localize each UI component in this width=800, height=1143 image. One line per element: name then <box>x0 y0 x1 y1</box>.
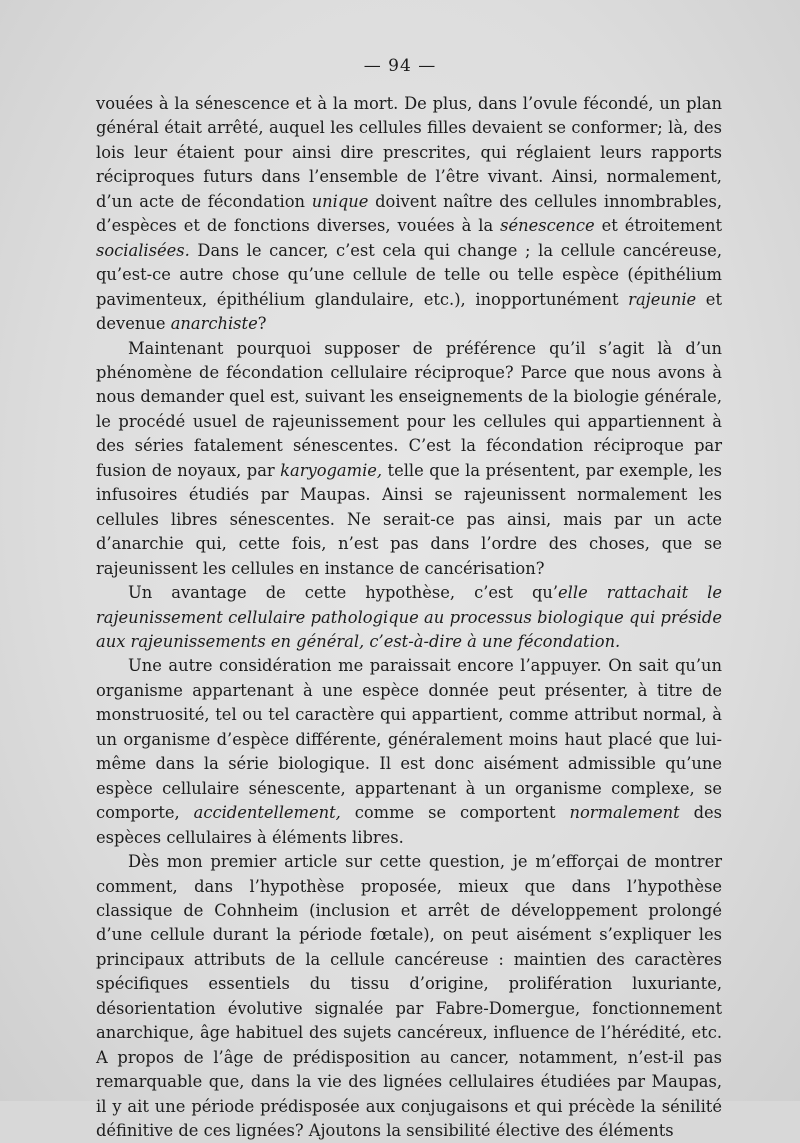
italic-run: elle rattachait le rajeunissement cellulaire pathologique au processus biologique qui préside aux rajeunissements en général, c’est-à-dire à une fécondation. <box>96 583 722 651</box>
text-run: Un avantage de cette hypothèse, c’est qu’ <box>128 583 559 603</box>
paragraph <box>96 654 722 850</box>
italic-run: unique <box>311 191 369 211</box>
paragraph <box>96 92 722 337</box>
italic-run: socialisées. <box>96 240 190 260</box>
paragraph <box>96 850 722 1143</box>
text-run: Une autre considération me paraissait encore l’appuyer. On sait qu’un organisme appartenant à une espèce donnée peut présenter, à titre de monstruosité, tel ou tel caractère qui appartient, comme attribut normal, à un organisme d’espèce différente, généralement moins haut placé que lui-même dans la série biologique. Il est donc aisément admissible qu’une espèce cellulaire sénescente, appartenant à un organisme complexe, se comporte, <box>96 656 722 823</box>
paragraph <box>96 581 722 654</box>
text-run: Maintenant pourquoi supposer de préférence qu’il s’agit là d’un phénomène de fécondation cellulaire réciproque? Parce que nous avons à nous demander quel est, suivant les enseignements de la biologie générale, le procédé usuel de rajeunissement pour les cellules qui appartiennent à des séries fatalement sénescentes. C’est la fécondation réciproque par fusion de noyaux, par <box>96 338 722 480</box>
text-run: vouées à la sénescence et à la mort. De plus, dans l’ovule fécondé, un plan général était arrêté, auquel les cellules filles devaient se conformer; là, des lois leur étaient pour ainsi dire prescrites, qui réglaient leurs rapports réciproques futurs dans l’ensemble de l’être vivant. Ainsi, normalement, d’un acte de fécondation <box>96 94 722 211</box>
italic-run: normalement <box>569 803 680 823</box>
text-run: ? <box>257 314 267 334</box>
text-run: Dès mon premier article sur cette question, je m’efforçai de montrer comment, dans l’hypothèse proposée, mieux que dans l’hypothèse classique de Cohnheim (inclusion et arrêt de développement prolongé d’une cellule durant la période fœtale), on peut aisément s’expliquer les principaux attributs de la cellule cancéreuse : maintien des caractères spécifiques essentiels du tissu d’origine, prolifération luxuriante, désorientation évolutive signalée par Fabre-Domergue, fonctionnement anarchique, âge habituel des sujets cancéreux, influence de l’hérédité, etc. A propos de l’âge de prédisposition au cancer, notamment, n’est-il pas remarquable que, dans la vie des lignées cellulaires étudiées par Maupas, il y ait une période prédisposée aux conjugaisons et qui précède la sénilité définitive de ces lignées? Ajoutons la sensibilité élective des éléments <box>96 852 722 1141</box>
italic-run: anarchiste <box>170 314 258 334</box>
italic-run: sénescence <box>500 216 595 236</box>
text-run: et devenue <box>96 289 722 334</box>
body-text <box>96 92 722 1143</box>
paragraph <box>96 337 722 582</box>
text-run: telle que la présentent, par exemple, les infusoires étudiés par Maupas. Ainsi se rajeunissent normalement les cellules libres sénescentes. Ne serait-ce pas ainsi, mais par un acte d’anarchie qui, cette fois, n’est pas dans l’ordre des choses, que se rajeunissent les cellules en instance de cancérisation? <box>96 460 722 578</box>
text-run: doivent naître des cellules innombrables, d’espèces et de fonctions diverses, vouées à la <box>96 191 722 236</box>
text-run: et étroitement <box>594 216 723 236</box>
page-number: — 94 — <box>363 56 437 76</box>
text-run: comme se comportent <box>340 803 570 823</box>
text-run: des espèces cellulaires à éléments libres. <box>96 803 722 847</box>
text-run: Dans le cancer, c’est cela qui change ; la cellule cancéreuse, qu’est-ce autre chose qu’une cellule de telle ou telle espèce (épithélium pavimenteux, épithélium glandulaire, etc.), inopportunément <box>96 240 722 309</box>
italic-run: accidentellement, <box>193 803 341 823</box>
italic-run: karyogamie, <box>280 460 383 480</box>
italic-run: rajeunie <box>628 289 697 309</box>
